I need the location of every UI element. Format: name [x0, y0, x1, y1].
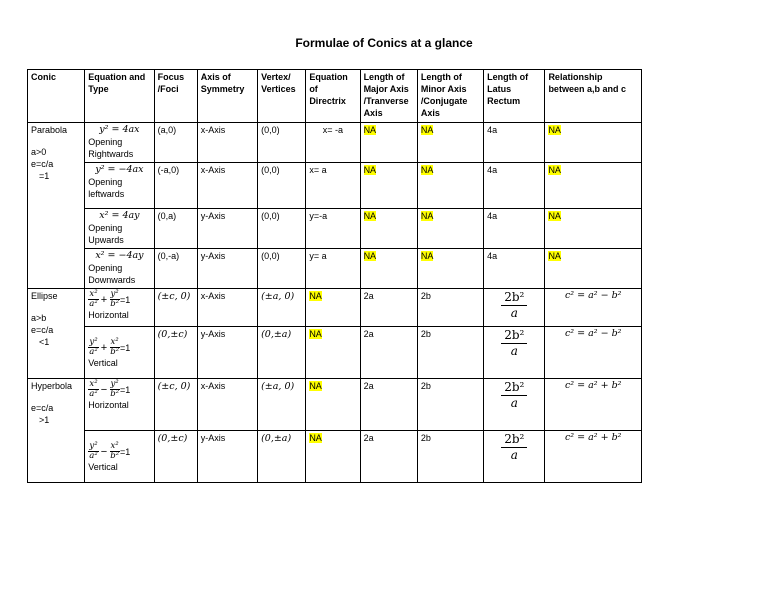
axis-cell: x-Axis — [197, 123, 257, 163]
vertex-cell: (0,0) — [258, 123, 306, 163]
vertex-cell: (0,0) — [258, 209, 306, 249]
equation-cell — [85, 123, 154, 163]
focus-cell: (0,a) — [154, 209, 197, 249]
na-highlight: NA — [363, 125, 377, 135]
conic-condition: a>0 — [31, 147, 47, 157]
table-row — [28, 249, 642, 289]
relation-cell: c² = a² − b² — [545, 327, 642, 379]
latus-cell — [484, 379, 545, 431]
header-conic: Conic — [28, 70, 85, 123]
latus-cell: 4a — [484, 209, 545, 249]
directrix-cell: y=-a — [306, 209, 360, 249]
header-vertex: Vertex/ Vertices — [258, 70, 306, 123]
conics-table — [27, 69, 642, 483]
table-row — [28, 379, 642, 431]
equation-type: Opening Upwards — [88, 223, 124, 245]
major-axis-cell: 2a — [360, 327, 417, 379]
table-row — [28, 431, 642, 483]
equation-type: Opening Rightwards — [88, 137, 134, 159]
minor-axis-cell — [417, 163, 483, 209]
equation: x² = 4ay — [99, 210, 140, 221]
relation-cell: c² = a² + b² — [545, 379, 642, 431]
header-relationship: Relationship between a,b and c — [545, 70, 642, 123]
directrix-cell: x= -a — [306, 123, 360, 163]
table-row — [28, 327, 642, 379]
directrix-cell — [306, 379, 360, 431]
directrix-cell — [306, 327, 360, 379]
vertex-cell: (0,0) — [258, 163, 306, 209]
axis-cell: x-Axis — [197, 379, 257, 431]
equation-cell — [85, 431, 154, 483]
vertex-cell: (0,±a) — [258, 431, 306, 483]
vertex-cell: (0,0) — [258, 249, 306, 289]
na-highlight: NA — [420, 211, 434, 221]
minor-axis-cell — [417, 123, 483, 163]
na-highlight: NA — [363, 165, 377, 175]
vertex-cell: (±a, 0) — [258, 379, 306, 431]
latus-fraction: 2b² a — [487, 328, 541, 359]
major-axis-cell — [360, 163, 417, 209]
focus-cell: (±c, 0) — [154, 379, 197, 431]
equation-type: Opening Downwards — [88, 263, 136, 285]
equation-cell — [85, 379, 154, 431]
axis-cell: x-Axis — [197, 163, 257, 209]
axis-cell: y-Axis — [197, 431, 257, 483]
equation: $\frac{\text{y²}}{\text{a²}}$ + $\frac{\text{x²}}{\text{b²}}$ =1 — [89, 337, 131, 357]
table-row — [28, 289, 642, 327]
axis-cell: y-Axis — [197, 327, 257, 379]
relation-cell: c² = a² − b² — [545, 289, 642, 327]
focus-cell: (a,0) — [154, 123, 197, 163]
latus-cell — [484, 289, 545, 327]
latus-fraction: 2b² a — [487, 432, 541, 463]
conic-eccentricity-value: >1 — [39, 415, 50, 425]
focus-cell: (0,±c) — [154, 327, 197, 379]
na-highlight: NA — [363, 251, 377, 261]
relation-cell — [545, 163, 642, 209]
latus-cell: 4a — [484, 123, 545, 163]
header-major-axis: Length of Major Axis /Tranverse Axis — [360, 70, 417, 123]
conic-cell-hyperbola — [28, 379, 85, 483]
axis-cell: y-Axis — [197, 209, 257, 249]
na-highlight: NA — [309, 433, 322, 443]
header-focus: Focus /Foci — [154, 70, 197, 123]
relation-cell — [545, 209, 642, 249]
minor-axis-cell: 2b — [417, 327, 483, 379]
focus-cell: (0,±c) — [154, 431, 197, 483]
major-axis-cell: 2a — [360, 431, 417, 483]
na-highlight: NA — [548, 211, 561, 221]
na-highlight: NA — [309, 381, 322, 391]
focus-cell: (0,-a) — [154, 249, 197, 289]
major-axis-cell — [360, 209, 417, 249]
header-axis: Axis of Symmetry — [197, 70, 257, 123]
equation: x² = −4ay — [95, 250, 144, 261]
minor-axis-cell: 2b — [417, 289, 483, 327]
conic-condition: a>b — [31, 313, 47, 323]
conic-eccentricity-value: =1 — [39, 171, 50, 181]
na-highlight: NA — [363, 211, 377, 221]
equation-cell — [85, 249, 154, 289]
header-latus-rectum: Length of Latus Rectum — [484, 70, 545, 123]
header-row — [28, 70, 642, 123]
na-highlight: NA — [309, 291, 322, 301]
latus-cell: 4a — [484, 163, 545, 209]
vertex-cell: (±a, 0) — [258, 289, 306, 327]
page-title: Formulae of Conics at a glance — [295, 36, 473, 50]
equation: y² = −4ax — [95, 164, 144, 175]
directrix-cell — [306, 431, 360, 483]
conic-eccentricity: e=c/a — [31, 403, 54, 413]
equation-type: Horizontal — [88, 400, 129, 410]
table-row — [28, 163, 642, 209]
major-axis-cell: 2a — [360, 289, 417, 327]
equation-type: Horizontal — [88, 310, 129, 320]
major-axis-cell — [360, 123, 417, 163]
equation-cell — [85, 163, 154, 209]
equation: $\frac{\text{y²}}{\text{a²}}$ − $\frac{\text{x²}}{\text{b²}}$ =1 — [89, 441, 131, 461]
relation-cell — [545, 123, 642, 163]
latus-cell — [484, 327, 545, 379]
conic-name: Parabola — [31, 125, 68, 135]
conic-cell-ellipse — [28, 289, 85, 379]
conic-cell-parabola — [28, 123, 85, 289]
minor-axis-cell: 2b — [417, 431, 483, 483]
major-axis-cell — [360, 249, 417, 289]
header-equation: Equation and Type — [85, 70, 154, 123]
na-highlight: NA — [420, 125, 434, 135]
vertex-cell: (0,±a) — [258, 327, 306, 379]
equation-type: Vertical — [88, 462, 118, 472]
header-directrix: Equation of Directrix — [306, 70, 360, 123]
equation: $\frac{\text{x²}}{\text{a²}}$ − $\frac{\text{y²}}{\text{b²}}$ =1 — [89, 379, 131, 399]
table-row — [28, 209, 642, 249]
focus-cell: (±c, 0) — [154, 289, 197, 327]
equation: $\frac{\text{x²}}{\text{a²}}$ + $\frac{\text{y²}}{\text{b²}}$ =1 — [89, 289, 131, 309]
conic-eccentricity: e=c/a — [31, 159, 54, 169]
latus-fraction: 2b² a — [487, 290, 541, 321]
minor-axis-cell — [417, 249, 483, 289]
na-highlight: NA — [548, 165, 561, 175]
equation-type: Opening leftwards — [88, 177, 125, 199]
na-highlight: NA — [548, 125, 561, 135]
equation: y² = 4ax — [99, 124, 140, 135]
na-highlight: NA — [548, 251, 561, 261]
axis-cell: y-Axis — [197, 249, 257, 289]
relation-cell: c² = a² + b² — [545, 431, 642, 483]
directrix-cell: x= a — [306, 163, 360, 209]
conic-name: Ellipse — [31, 291, 58, 301]
equation-cell — [85, 327, 154, 379]
major-axis-cell: 2a — [360, 379, 417, 431]
conic-name: Hyperbola — [31, 381, 73, 391]
focus-cell: (-a,0) — [154, 163, 197, 209]
conic-eccentricity-value: <1 — [39, 337, 50, 347]
na-highlight: NA — [420, 165, 434, 175]
relation-cell — [545, 249, 642, 289]
axis-cell: x-Axis — [197, 289, 257, 327]
header-minor-axis: Length of Minor Axis /Conjugate Axis — [417, 70, 483, 123]
minor-axis-cell: 2b — [417, 379, 483, 431]
latus-fraction: 2b² a — [487, 380, 541, 411]
minor-axis-cell — [417, 209, 483, 249]
na-highlight: NA — [420, 251, 434, 261]
conic-eccentricity: e=c/a — [31, 325, 54, 335]
directrix-cell: y= a — [306, 249, 360, 289]
na-highlight: NA — [309, 329, 322, 339]
equation-cell — [85, 289, 154, 327]
directrix-cell — [306, 289, 360, 327]
latus-cell: 4a — [484, 249, 545, 289]
table-row — [28, 123, 642, 163]
equation-cell — [85, 209, 154, 249]
latus-cell — [484, 431, 545, 483]
equation-type: Vertical — [88, 358, 118, 368]
